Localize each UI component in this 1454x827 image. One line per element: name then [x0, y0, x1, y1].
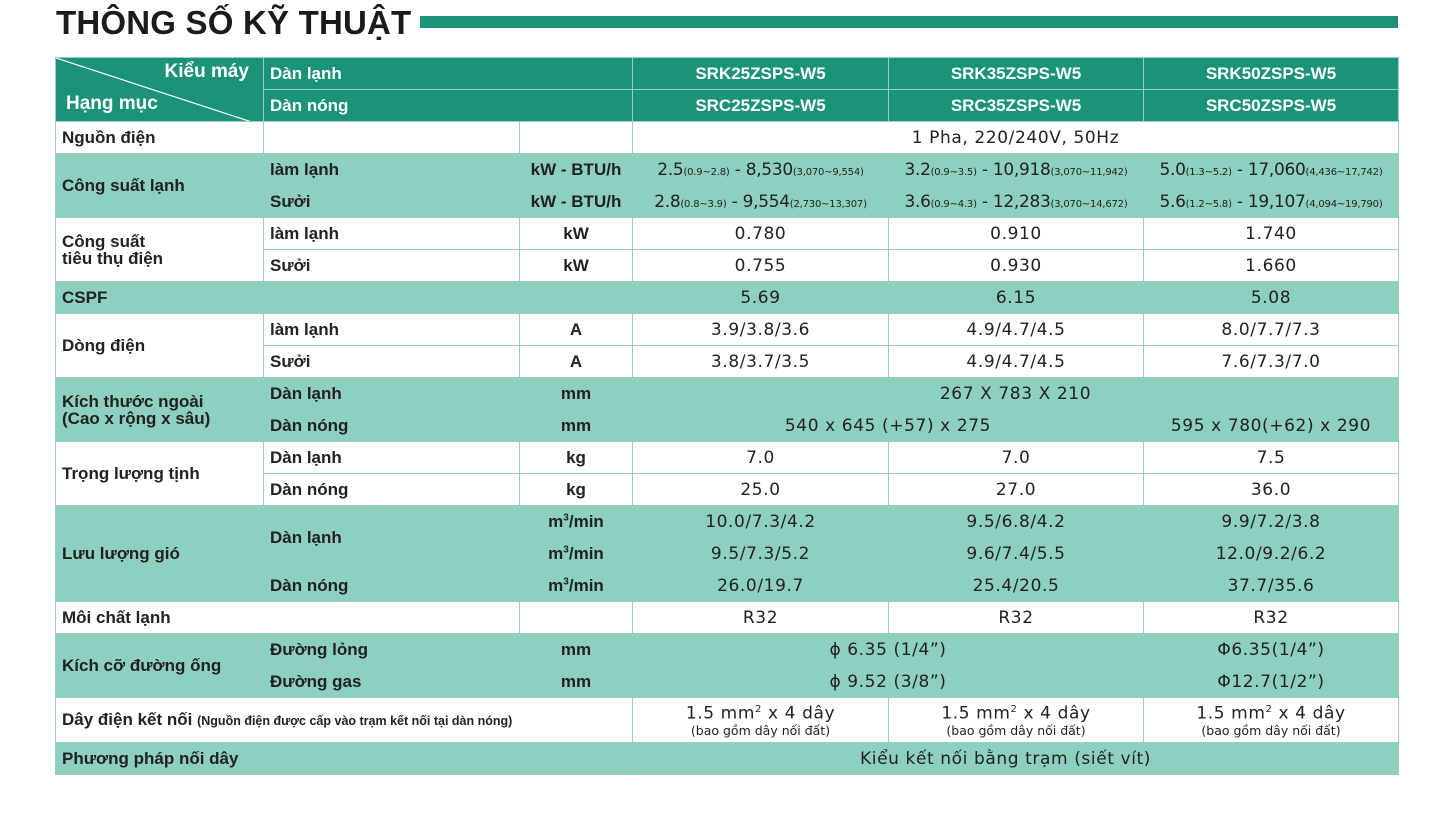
outdoor-model-1: SRC25ZSPS-W5	[633, 90, 889, 122]
current-cooling-1: 3.9/3.8/3.6	[633, 314, 889, 346]
wiring-1: 1.5 $mm^2$ x 4 dây (bao gồm dây nối đất)	[633, 698, 889, 743]
outdoor-model-3: SRC50ZSPS-W5	[1144, 90, 1399, 122]
consumption-cooling-sub: làm lạnh	[264, 218, 520, 250]
wiring-2: 1.5 $mm^2$ x 4 dây (bao gồm dây nối đất)	[889, 698, 1144, 743]
current-heating-3: 7.6/7.3/7.0	[1144, 346, 1399, 378]
row-airflow-indoor-1	[56, 506, 1399, 538]
wiring-note: (Nguồn điện được cấp vào trạm kết nối tại dàn nóng)	[197, 714, 513, 728]
connection-value: Kiểu kết nối bằng trạm (siết vít)	[633, 743, 1399, 775]
current-cooling-sub: làm lạnh	[264, 314, 520, 346]
consumption-heating-1: 0.755	[633, 250, 889, 282]
current-heating-2: 4.9/4.7/4.5	[889, 346, 1144, 378]
row-wiring	[56, 698, 1399, 743]
consumption-cooling-unit: kW	[520, 218, 633, 250]
airflow-indoor-sub: Dàn lạnh	[264, 506, 372, 570]
consumption-cooling-3: 1.740	[1144, 218, 1399, 250]
consumption-cooling-2: 0.910	[889, 218, 1144, 250]
dimensions-outdoor-value-3: 595 x 780(+62) x 290	[1144, 410, 1399, 442]
cspf-2: 6.15	[889, 282, 1144, 314]
refrigerant-3: R32	[1144, 602, 1399, 634]
current-cooling-2: 4.9/4.7/4.5	[889, 314, 1144, 346]
header-model-label: Kiểu máy	[164, 61, 249, 82]
indoor-model-1: SRK25ZSPS-W5	[633, 58, 889, 90]
dimensions-outdoor-unit: mm	[520, 410, 633, 442]
weight-indoor-1: 7.0	[633, 442, 889, 474]
spec-table	[55, 57, 1399, 775]
capacity-cooling-1: 2.5(0.9~2.8) - 8,530(3,070~9,554)	[633, 154, 889, 186]
weight-indoor-2: 7.0	[889, 442, 1144, 474]
weight-indoor-unit: kg	[520, 442, 633, 474]
piping-gas-value-3: Φ12.7(1/2”)	[1144, 666, 1399, 698]
row-dimensions-indoor	[56, 378, 1399, 410]
piping-liquid-value-12: ϕ 6.35 (1/4”)	[633, 634, 1144, 666]
airflow-unit-1: $m^3/\min$	[520, 506, 633, 538]
row-consumption-cooling	[56, 218, 1399, 250]
weight-label: Trọng lượng tịnh	[56, 442, 264, 506]
header-outdoor-label: Dàn nóng	[264, 90, 633, 122]
cspf-label: CSPF	[56, 282, 633, 314]
current-heating-sub: Sưởi	[264, 346, 520, 378]
indoor-model-3: SRK50ZSPS-W5	[1144, 58, 1399, 90]
current-cooling-unit: A	[520, 314, 633, 346]
airflow-indoor-2-2: 9.6/7.4/5.5	[889, 538, 1144, 570]
airflow-outdoor-1: 26.0/19.7	[633, 570, 889, 602]
row-cspf	[56, 282, 1399, 314]
current-cooling-3: 8.0/7.7/7.3	[1144, 314, 1399, 346]
piping-gas-unit: mm	[520, 666, 633, 698]
row-capacity-cooling	[56, 154, 1399, 186]
consumption-heating-2: 0.930	[889, 250, 1144, 282]
refrigerant-2: R32	[889, 602, 1144, 634]
airflow-unit-3: $m^3/\min$	[520, 570, 633, 602]
dimensions-indoor-unit: mm	[520, 378, 633, 410]
weight-indoor-sub: Dàn lạnh	[264, 442, 520, 474]
outdoor-model-2: SRC35ZSPS-W5	[889, 90, 1144, 122]
piping-liquid-sub: Đường lỏng	[264, 634, 520, 666]
capacity-cooling-3: 5.0(1.3~5.2) - 17,060(4,436~17,742)	[1144, 154, 1399, 186]
piping-liquid-unit: mm	[520, 634, 633, 666]
capacity-label: Công suất lạnh	[56, 154, 264, 218]
refrigerant-label: Môi chất lạnh	[56, 602, 520, 634]
capacity-heating-3: 5.6(1.2~5.8) - 19,107(4,094~19,790)	[1144, 186, 1399, 218]
capacity-cooling-sub: làm lạnh	[264, 154, 520, 186]
indoor-model-2: SRK35ZSPS-W5	[889, 58, 1144, 90]
row-weight-indoor	[56, 442, 1399, 474]
consumption-heating-sub: Sưởi	[264, 250, 520, 282]
piping-gas-sub: Đường gas	[264, 666, 520, 698]
capacity-heating-1: 2.8(0.8~3.9) - 9,554(2,730~13,307)	[633, 186, 889, 218]
row-current-cooling	[56, 314, 1399, 346]
capacity-heating-2: 3.6(0.9~4.3) - 12,283(3,070~14,672)	[889, 186, 1144, 218]
header-indoor-label: Dàn lạnh	[264, 58, 633, 90]
capacity-heating-unit: kW - BTU/h	[520, 186, 633, 218]
header-row-indoor	[56, 58, 1399, 90]
capacity-heating-sub: Sưởi	[264, 186, 520, 218]
dimensions-outdoor-sub: Dàn nóng	[264, 410, 520, 442]
title-accent-bar	[420, 16, 1398, 28]
dimensions-indoor-value: 267 X 783 X 210	[633, 378, 1399, 410]
consumption-heating-unit: kW	[520, 250, 633, 282]
current-heating-unit: A	[520, 346, 633, 378]
row-connection	[56, 743, 1399, 775]
power-label: Nguồn điện	[56, 122, 264, 154]
capacity-cooling-unit: kW - BTU/h	[520, 154, 633, 186]
row-refrigerant	[56, 602, 1399, 634]
capacity-cooling-2: 3.2(0.9~3.5) - 10,918(3,070~11,942)	[889, 154, 1144, 186]
page-title: THÔNG SỐ KỸ THUẬT	[56, 4, 412, 41]
weight-outdoor-sub: Dàn nóng	[264, 474, 520, 506]
current-label: Dòng điện	[56, 314, 264, 378]
dimensions-label: Kích thước ngoài (Cao x rộng x sâu)	[56, 378, 264, 442]
row-power	[56, 122, 1399, 154]
consumption-heating-3: 1.660	[1144, 250, 1399, 282]
airflow-indoor-1-1: 10.0/7.3/4.2	[633, 506, 889, 538]
weight-outdoor-1: 25.0	[633, 474, 889, 506]
airflow-unit-2: $m^3/\min$	[520, 538, 633, 570]
weight-outdoor-3: 36.0	[1144, 474, 1399, 506]
refrigerant-1: R32	[633, 602, 889, 634]
header-item-label: Hạng mục	[66, 93, 158, 114]
consumption-cooling-1: 0.780	[633, 218, 889, 250]
piping-gas-value-12: ϕ 9.52 (3/8”)	[633, 666, 1144, 698]
weight-indoor-3: 7.5	[1144, 442, 1399, 474]
cspf-1: 5.69	[633, 282, 889, 314]
connection-label: Phương pháp nối dây	[56, 743, 633, 775]
airflow-label: Lưu lượng gió	[56, 506, 264, 602]
consumption-label: Công suất tiêu thụ điện	[56, 218, 264, 282]
airflow-outdoor-sub: Dàn nóng	[264, 570, 520, 602]
power-value: 1 Pha, 220/240V, 50Hz	[633, 122, 1399, 154]
airflow-outdoor-2: 25.4/20.5	[889, 570, 1144, 602]
airflow-indoor-2-1: 9.5/7.3/5.2	[633, 538, 889, 570]
row-piping-liquid	[56, 634, 1399, 666]
dimensions-outdoor-value-12: 540 x 645 (+57) x 275	[633, 410, 1144, 442]
wiring-3: 1.5 $mm^2$ x 4 dây (bao gồm dây nối đất)	[1144, 698, 1399, 743]
piping-label: Kích cỡ đường ống	[56, 634, 264, 698]
cspf-3: 5.08	[1144, 282, 1399, 314]
wiring-label: Dây điện kết nối (Nguồn điện được cấp vào trạm kết nối tại dàn nóng)	[56, 698, 633, 743]
current-heating-1: 3.8/3.7/3.5	[633, 346, 889, 378]
piping-liquid-value-3: Φ6.35(1/4”)	[1144, 634, 1399, 666]
header-diagonal-cell	[56, 58, 264, 122]
airflow-indoor-1-2: 9.5/6.8/4.2	[889, 506, 1144, 538]
airflow-indoor-2-3: 12.0/9.2/6.2	[1144, 538, 1399, 570]
airflow-indoor-1-3: 9.9/7.2/3.8	[1144, 506, 1399, 538]
airflow-outdoor-3: 37.7/35.6	[1144, 570, 1399, 602]
weight-outdoor-2: 27.0	[889, 474, 1144, 506]
weight-outdoor-unit: kg	[520, 474, 633, 506]
dimensions-indoor-sub: Dàn lạnh	[264, 378, 520, 410]
